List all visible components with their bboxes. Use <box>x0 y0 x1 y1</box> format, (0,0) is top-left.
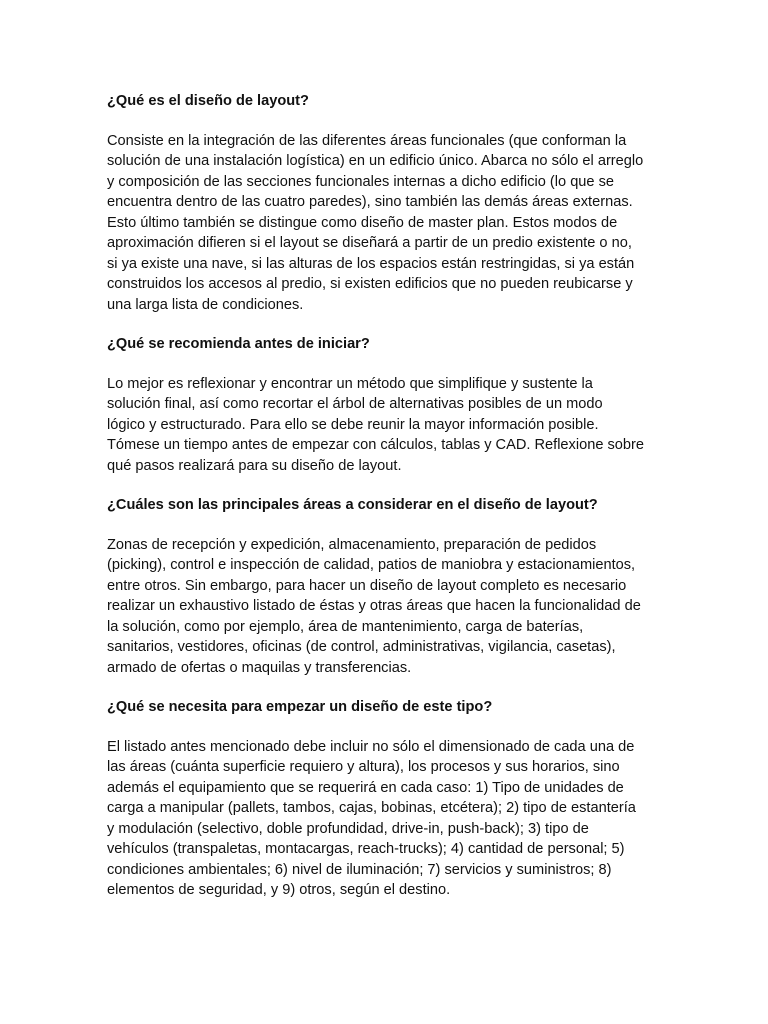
paragraph-line: encuentra dentro de las cuatro paredes), sino también las demás áreas externas. <box>107 194 633 210</box>
paragraph-line: El listado antes mencionado debe incluir no sólo el dimensionado de cada una de <box>107 738 635 755</box>
paragraph-line: y composición de las secciones funcionales internas a dicho edificio (lo que se <box>107 173 615 190</box>
paragraph-line: qué pasos realizará para su diseño de layout. <box>107 457 402 474</box>
paragraph-line: Esto último también se distingue como diseño de master plan. Estos modos de <box>107 214 618 231</box>
section-paragraph <box>107 131 667 316</box>
paragraph-line: aproximación difieren si el layout se diseñará a partir de un predio existente o no, <box>107 235 632 251</box>
paragraph-line: solución de una instalación logística) en un edificio único. Abarca no sólo el arreglo <box>107 153 644 169</box>
section-paragraph <box>107 535 667 679</box>
section-heading: ¿Cuáles son las principales áreas a considerar en el diseño de layout? <box>107 497 598 513</box>
paragraph-line: (picking), control e inspección de calidad, patios de maniobra y estacionamientos, <box>107 557 636 573</box>
paragraph-line: construidos los accesos al predio, si existen edificios que no pueden reubicarse y <box>107 276 633 292</box>
paragraph-line: armado de ofertas o maquilas y transferencias. <box>107 659 412 676</box>
paragraph-line: las áreas (cuánta superficie requiero y altura), los procesos y sus horarios, sino <box>107 759 620 775</box>
paragraph-line: vehículos (transpaletas, montacargas, reach-trucks); 4) cantidad de personal; 5) <box>107 841 625 857</box>
section-paragraph <box>107 374 667 477</box>
paragraph-line: una larga lista de condiciones. <box>107 296 304 313</box>
paragraph-line: si ya existe una nave, si las alturas de los espacios están restringidas, si ya están <box>107 255 635 272</box>
paragraph-line: Tómese un tiempo antes de empezar con cálculos, tablas y CAD. Reflexione sobre <box>107 437 644 453</box>
paragraph-line: condiciones ambientales; 6) nivel de iluminación; 7) servicios y suministros; 8) <box>107 861 612 878</box>
paragraph-line: Lo mejor es reflexionar y encontrar un método que simplifique y sustente la <box>107 375 593 392</box>
paragraph-line: lógico y estructurado. Para ello se debe reunir la mayor información posible. <box>107 416 599 433</box>
paragraph-line: solución final, así como recortar el árbol de alternativas posibles de un modo <box>107 396 603 412</box>
section-what-is-layout <box>107 91 667 315</box>
paragraph-line: carga a manipular (pallets, tambos, cajas, bobinas, etcétera); 2) tipo de estantería <box>107 800 636 816</box>
section-heading: ¿Qué se recomienda antes de iniciar? <box>107 336 370 352</box>
section-heading: ¿Qué es el diseño de layout? <box>107 93 309 109</box>
paragraph-line: Consiste en la integración de las diferentes áreas funcionales (que conforman la <box>107 132 627 149</box>
section-paragraph <box>107 737 667 901</box>
paragraph-line: entre otros. Sin embargo, para hacer un diseño de layout completo es necesario <box>107 577 627 594</box>
document-page <box>107 91 667 920</box>
section-heading: ¿Qué se necesita para empezar un diseño de este tipo? <box>107 699 493 715</box>
paragraph-line: realizar un exhaustivo listado de éstas y otras áreas que hacen la funcionalidad de <box>107 598 641 614</box>
paragraph-line: la solución, como por ejemplo, área de mantenimiento, carga de baterías, <box>107 618 584 635</box>
section-requirements <box>107 697 667 901</box>
paragraph-line: sanitarios, vestidores, oficinas (de control, administrativas, vigilancia, casetas), <box>107 639 616 655</box>
paragraph-line: elementos de seguridad, y 9) otros, según el destino. <box>107 882 451 898</box>
section-recommendation <box>107 334 667 476</box>
section-main-areas <box>107 495 667 678</box>
paragraph-line: además el equipamiento que se requerirá en cada caso: 1) Tipo de unidades de <box>107 779 624 796</box>
paragraph-line: y modulación (selectivo, doble profundidad, drive-in, push-back); 3) tipo de <box>107 820 589 837</box>
paragraph-line: Zonas de recepción y expedición, almacenamiento, preparación de pedidos <box>107 536 597 553</box>
